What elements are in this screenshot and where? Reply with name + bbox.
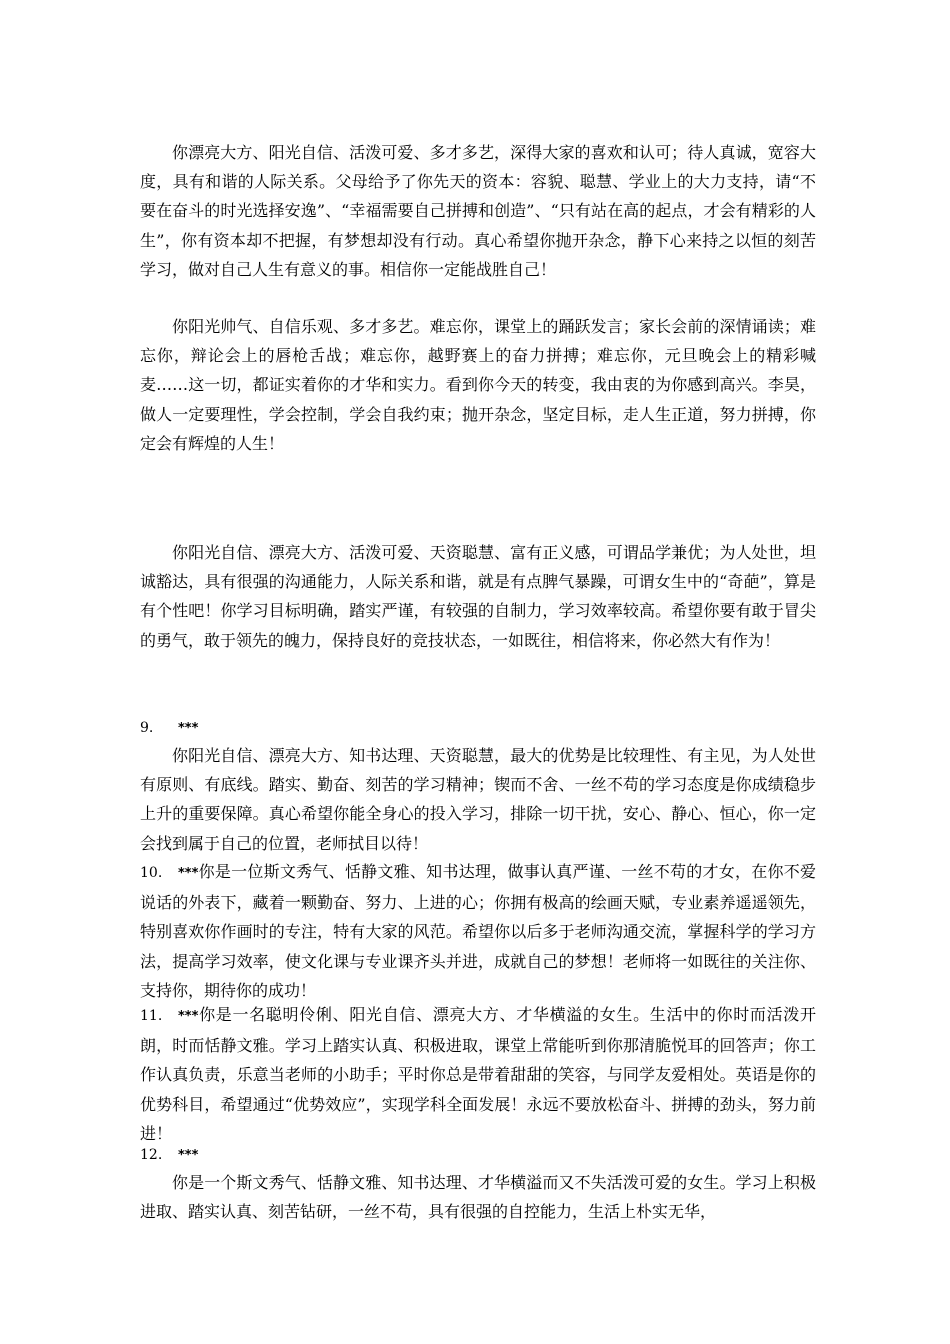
document-page	[140, 0, 816, 1344]
item-10	[140, 857, 816, 1005]
comment-paragraph-1: 你漂亮大方、阳光自信、活泼可爱、多才多艺，深得大家的喜欢和认可；待人真诚，宽容大度，具有和谐的人际关系。父母给予了你先天的资本：容貌、聪慧、学业上的大力支持，请“不要在奋斗的时光选择安逸”、“幸福需要自己拼搏和创造”、“只有站在高的起点，才会有精彩的人生”，你有资本却不把握，有梦想却没有行动。真心希望你抛开杂念，静下心来持之以恒的刻苦学习，做对自己人生有意义的事。相信你一定能战胜自己！	[140, 143, 816, 279]
item-12-body: 你是一个斯文秀气、恬静文雅、知书达理、才华横溢而又不失活泼可爱的女生。学习上积极进取、踏实认真、刻苦钻研，一丝不苟，具有很强的自控能力，生活上朴实无华，	[140, 1173, 816, 1222]
item-12-heading	[140, 1139, 816, 1170]
comment-paragraph-3: 你阳光自信、漂亮大方、活泼可爱、天资聪慧、富有正义感，可谓品学兼优；为人处世，坦诚豁达，具有很强的沟通能力，人际关系和谐，就是有点脾气暴躁，可谓女生中的“奇葩”，算是有个性吧！你学习目标明确，踏实严谨，有较强的自制力，学习效率较高。希望你要有敢于冒尖的勇气，敢于领先的魄力，保持良好的竞技状态，一如既往，相信将来，你必然大有作为！	[140, 543, 816, 650]
item-9-heading	[140, 712, 816, 743]
item-number: 12.	[140, 1147, 163, 1163]
item-11-text: 你是一名聪明伶俐、阳光自信、漂亮大方、才华横溢的女生。生活中的你时而活泼开朗，时而恬静文雅。学习上踏实认真、积极进取，课堂上常能听到你那清脆悦耳的回答声；你工作认真负责，乐意当老师的小助手；平时你总是带着甜甜的笑容，与同学友爱相处。英语是你的优势科目，希望通过“优势效应”，实现学科全面发展！永远不要放松奋斗、拼搏的劲头，努力前进！	[140, 1005, 816, 1143]
item-10-text: 你是一位斯文秀气、恬静文雅、知书达理，做事认真严谨、一丝不苟的才女，在你不爱说话的外表下，藏着一颗勤奋、努力、上进的心；你拥有极高的绘画天赋，专业素养遥遥领先，特别喜欢你作画时的专注，特有大家的风范。希望你以后多于老师沟通交流，掌握科学的学习方法，提高学习效率，使文化课与专业课齐头并进，成就自己的梦想！老师将一如既往的关注你、支持你，期待你的成功！	[140, 862, 816, 1000]
item-stars: ***	[178, 721, 199, 736]
item-number: 9.	[140, 720, 154, 736]
item-9-body: 你阳光自信、漂亮大方、知书达理、天资聪慧，最大的优势是比较理性、有主见，为人处世有原则、有底线。踏实、勤奋、刻苦的学习精神；锲而不舍、一丝不苟的学习态度是你成绩稳步上升的重要保障。真心希望你能全身心的投入学习，排除一切干扰，安心、静心、恒心，你一定会找到属于自己的位置，老师拭目以待！	[140, 746, 816, 853]
comment-paragraph-2: 你阳光帅气、自信乐观、多才多艺。难忘你，课堂上的踊跃发言；家长会前的深情诵读；难忘你，辩论会上的唇枪舌战；难忘你，越野赛上的奋力拼搏；难忘你，元旦晚会上的精彩喊麦……这一切，都证实着你的才华和实力。看到你今天的转变，我由衷的为你感到高兴。李昊，做人一定要理性，学会控制，学会自我约束；抛开杂念，坚定目标，走人生正道，努力拼搏，你定会有辉煌的人生！	[140, 317, 816, 453]
item-number: 11.	[140, 1008, 163, 1024]
item-stars: ***	[178, 1009, 199, 1024]
item-stars: ***	[178, 1148, 199, 1163]
item-stars: ***	[178, 866, 199, 881]
item-11	[140, 1000, 816, 1148]
item-number: 10.	[140, 865, 163, 881]
